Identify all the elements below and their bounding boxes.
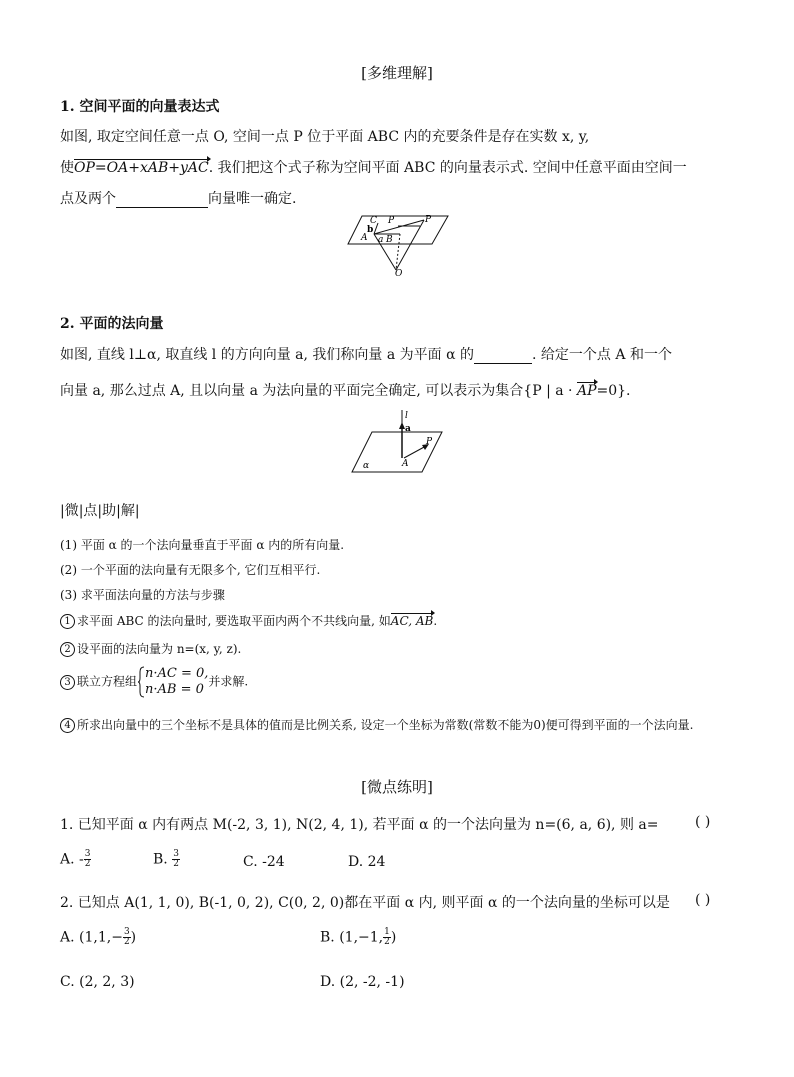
step-text: 设平面的法向量为 n=(x, y, z). xyxy=(77,642,242,656)
heading-normal-vector: 2. 平面的法向量 xyxy=(60,316,164,332)
q2-option-C[interactable]: C. (2, 2, 3) xyxy=(60,974,135,990)
equation-2: n·AB = 0 xyxy=(145,682,204,697)
section-title-practice: [微点练明] xyxy=(361,778,433,796)
label-B: B xyxy=(386,235,393,245)
step-4 xyxy=(60,716,693,733)
fraction: $\frac{3}{2}$ xyxy=(173,849,179,869)
circled-number-3: 3 xyxy=(60,675,75,690)
text-suffix: =0}. xyxy=(596,383,631,399)
label-alpha: α xyxy=(363,461,370,471)
option-label: A. xyxy=(60,851,75,868)
equation-system xyxy=(145,666,208,698)
q2-option-D[interactable]: D. (2, -2, -1) xyxy=(320,974,405,990)
formula: OP=OA+xAB+yAC xyxy=(74,160,209,176)
tip-1: (1) 平面 α 的一个法向量垂直于平面 α 内的所有向量. xyxy=(60,538,345,552)
step-text: 联立方程组 xyxy=(77,674,138,689)
fraction: $\frac{1}{2}$ xyxy=(384,927,390,947)
option-label: B. xyxy=(320,929,335,946)
circled-number-2: 2 xyxy=(60,642,75,657)
circled-number-1: 1 xyxy=(60,614,75,629)
figure-normal-vector xyxy=(350,408,446,476)
q1-option-D[interactable]: D. 24 xyxy=(348,854,386,870)
q1-option-A[interactable] xyxy=(60,850,91,869)
line-OP xyxy=(396,220,424,270)
paragraph-line xyxy=(60,344,672,364)
paragraph-line: 如图, 取定空间任意一点 O, 空间一点 P 位于平面 ABC 内的充要条件是存在实数 x, y, xyxy=(60,129,590,145)
text-prefix: 使 xyxy=(60,160,74,176)
brace-icon xyxy=(137,666,145,698)
text-suffix: . 给定一个点 A 和一个 xyxy=(532,347,672,363)
q1-option-B[interactable] xyxy=(153,850,180,869)
label-l: l xyxy=(405,411,408,421)
fraction: $\frac{3}{2}$ xyxy=(123,927,130,947)
step-text: 求平面 ABC 的法向量时, 要选取平面内两个不共线向量, 如 xyxy=(77,614,391,628)
label-C: C xyxy=(370,216,377,226)
label-O: O xyxy=(395,269,403,278)
equation-1: n·AC = 0, xyxy=(145,666,209,681)
tips-heading: |微|点|助|解| xyxy=(60,503,140,519)
tip-2: (2) 一个平面的法向量有无限多个, 它们互相平行. xyxy=(60,563,321,577)
fraction: $\frac{3}{2}$ xyxy=(84,849,91,869)
step-2 xyxy=(60,640,241,657)
option-value: (1,1,− xyxy=(79,929,123,946)
question-1-answer-paren[interactable]: ( ) xyxy=(695,814,711,830)
option-label: B. xyxy=(153,851,168,868)
q1-option-C[interactable]: C. -24 xyxy=(243,854,285,870)
paragraph-line xyxy=(60,188,296,208)
section-title-multi-understanding: [多维理解] xyxy=(361,64,433,82)
close-paren: ) xyxy=(130,929,137,946)
q2-option-A[interactable] xyxy=(60,928,136,947)
tip-3: (3) 求平面法向量的方法与步骤 xyxy=(60,588,225,602)
text-prefix: 点及两个 xyxy=(60,191,116,207)
heading-vector-expression: 1. 空间平面的向量表达式 xyxy=(60,99,220,115)
circled-number-4: 4 xyxy=(60,718,75,733)
figure-plane-vectors xyxy=(340,212,452,278)
label-A: A xyxy=(361,233,368,243)
label-P-mid: P xyxy=(388,216,395,226)
label-a: a xyxy=(378,235,384,245)
step-3 xyxy=(60,666,248,698)
vector-AP xyxy=(374,220,424,234)
label-P: P xyxy=(425,215,432,225)
close-paren: ) xyxy=(390,929,397,946)
minus-sign: - xyxy=(79,851,84,868)
paragraph-line xyxy=(60,380,630,400)
vector-AP-text: AP xyxy=(576,383,597,399)
fill-blank[interactable] xyxy=(474,349,532,364)
fill-blank[interactable] xyxy=(116,193,208,208)
label-P-fig: P xyxy=(426,437,433,447)
step-text: 所求出向量中的三个坐标不是具体的值而是比例关系, 设定一个坐标为常数(常数不能为0)便可得到平面的一个法向量. xyxy=(77,718,694,732)
option-label: A. xyxy=(60,929,75,946)
text-prefix: 向量 a, 那么过点 A, 且以向量 a 为法向量的平面完全确定, 可以表示为集合{P | a · xyxy=(60,383,577,399)
step-1: 1 求平面 ABC 的法向量时, 要选取平面内两个不共线向量, 如AC, AB. xyxy=(60,612,437,629)
paragraph-line xyxy=(60,157,687,177)
text-suffix: 向量唯一确定. xyxy=(208,191,297,207)
question-1-stem: 1. 已知平面 α 内有两点 M(-2, 3, 1), N(2, 4, 1), 若平面 α 的一个法向量为 n=(6, a, 6), 则 a= xyxy=(60,817,659,833)
step-suffix: 并求解. xyxy=(208,674,249,689)
label-b: b xyxy=(367,225,374,235)
label-A-fig: A xyxy=(402,459,409,469)
vector-AP-fig xyxy=(404,446,426,458)
text-prefix: 如图, 直线 l⊥α, 取直线 l 的方向向量 a, 我们称向量 a 为平面 α 的 xyxy=(60,347,475,363)
label-a-fig: a xyxy=(405,424,411,434)
vectors-AC-AB: AC, AB xyxy=(390,614,434,628)
q2-option-B[interactable] xyxy=(320,928,396,947)
question-2-answer-paren[interactable]: ( ) xyxy=(695,892,711,908)
question-2-stem: 2. 已知点 A(1, 1, 0), B(-1, 0, 2), C(0, 2, 0)都在平面 α 内, 则平面 α 的一个法向量的坐标可以是 xyxy=(60,895,670,911)
text-suffix: . 我们把这个式子称为空间平面 ABC 的向量表示式. 空间中任意平面由空间一 xyxy=(208,160,687,176)
option-value: (1,−1, xyxy=(339,929,384,946)
